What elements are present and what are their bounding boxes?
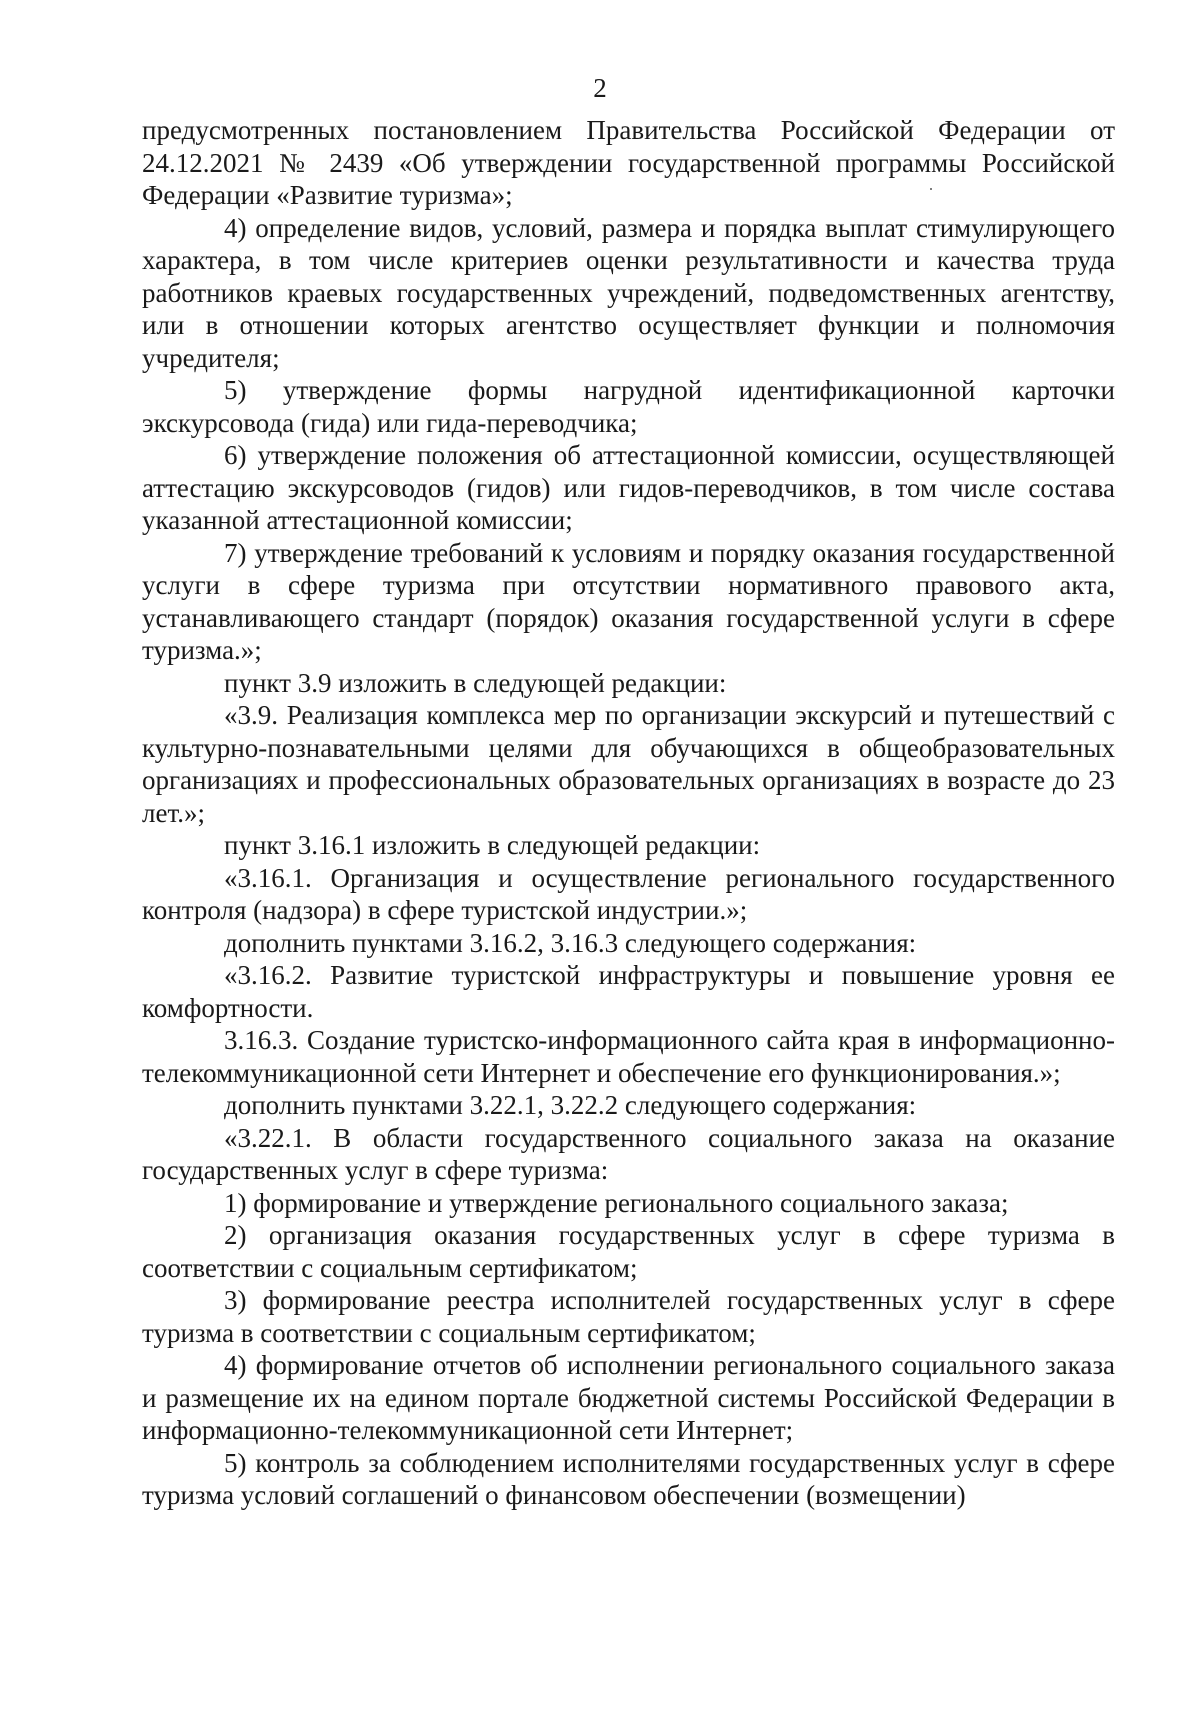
paragraph: 1) формирование и утверждение регионального социального заказа; <box>224 1187 1009 1218</box>
paragraph: предусмотренных постановлением Правительства Российской Федерации от 24.12.2021 № 2439 «Об утверждении государственной программы Российской Федерации «Развитие туризма»; <box>142 115 1115 210</box>
paragraph: пункт 3.16.1 изложить в следующей редакции: <box>224 830 761 860</box>
paragraph: «3.16.2. Развитие туристской инфраструктуры и повышение уровня ее комфортности. <box>142 960 1115 1023</box>
paragraph: дополнить пунктами 3.16.2, 3.16.3 следующего содержания: <box>224 927 917 958</box>
paragraph: 4) формирование отчетов об исполнении регионального социального заказа и размещение их на едином портале бюджетной системы Российской Федерации в информационно-телекоммуникационной сети Интернет; <box>142 1350 1115 1445</box>
paragraph: 6) утверждение положения об аттестационной комиссии, осуществляющей аттестацию экскурсоводов (гидов) или гидов-переводчиков, в том числе состава указанной аттестационной комиссии; <box>142 440 1115 535</box>
paragraph: 7) утверждение требований к условиям и порядку оказания государственной услуги в сфере туризма при отсутствии нормативного правового акта, устанавливающего стандарт (порядок) оказания государственной услуги в сфере туризма.»; <box>142 537 1115 665</box>
paragraph: дополнить пунктами 3.22.1, 3.22.2 следующего содержания: <box>224 1090 917 1120</box>
paragraph: «3.16.1. Организация и осуществление регионального государственного контроля (надзора) в сфере туристской индустрии.»; <box>142 862 1115 925</box>
page-number: 2 <box>593 73 607 103</box>
paragraph: 5) утверждение формы нагрудной идентификационной карточки экскурсовода (гида) или гида-переводчика; <box>142 375 1115 438</box>
paragraph: 4) определение видов, условий, размера и порядка выплат стимулирующего характера, в том числе критериев оценки результативности и качества труда работников краевых государственных учреждений, подведомственных агентству, или в отношении которых агентство осуществляет функции и полномочия учредителя; <box>142 212 1115 373</box>
paragraph: «3.9. Реализация комплекса мер по организации экскурсий и путешествий с культурно-познавательными целями для обучающихся в общеобразовательных организациях и профессиональных образовательных организациях в возрасте до 23 лет.»; <box>142 700 1115 828</box>
paragraph: 3.16.3. Создание туристско-информационного сайта края в информационно-телекоммуникационной сети Интернет и обеспечение его функционирования.»; <box>142 1025 1115 1088</box>
paragraph: 2) организация оказания государственных услуг в сфере туризма в соответствии с социальным сертификатом; <box>142 1220 1115 1283</box>
paragraph: «3.22.1. В области государственного социального заказа на оказание государственных услуг в сфере туризма: <box>142 1122 1115 1185</box>
paragraph: 3) формирование реестра исполнителей государственных услуг в сфере туризма в соответствии с социальным сертификатом; <box>142 1285 1115 1348</box>
paragraph: пункт 3.9 изложить в следующей редакции: <box>224 667 727 698</box>
document-body <box>142 114 1115 1512</box>
paragraph: 5) контроль за соблюдением исполнителями государственных услуг в сфере туризма условий соглашений о финансовом обеспечении (возмещении) <box>142 1447 1115 1510</box>
